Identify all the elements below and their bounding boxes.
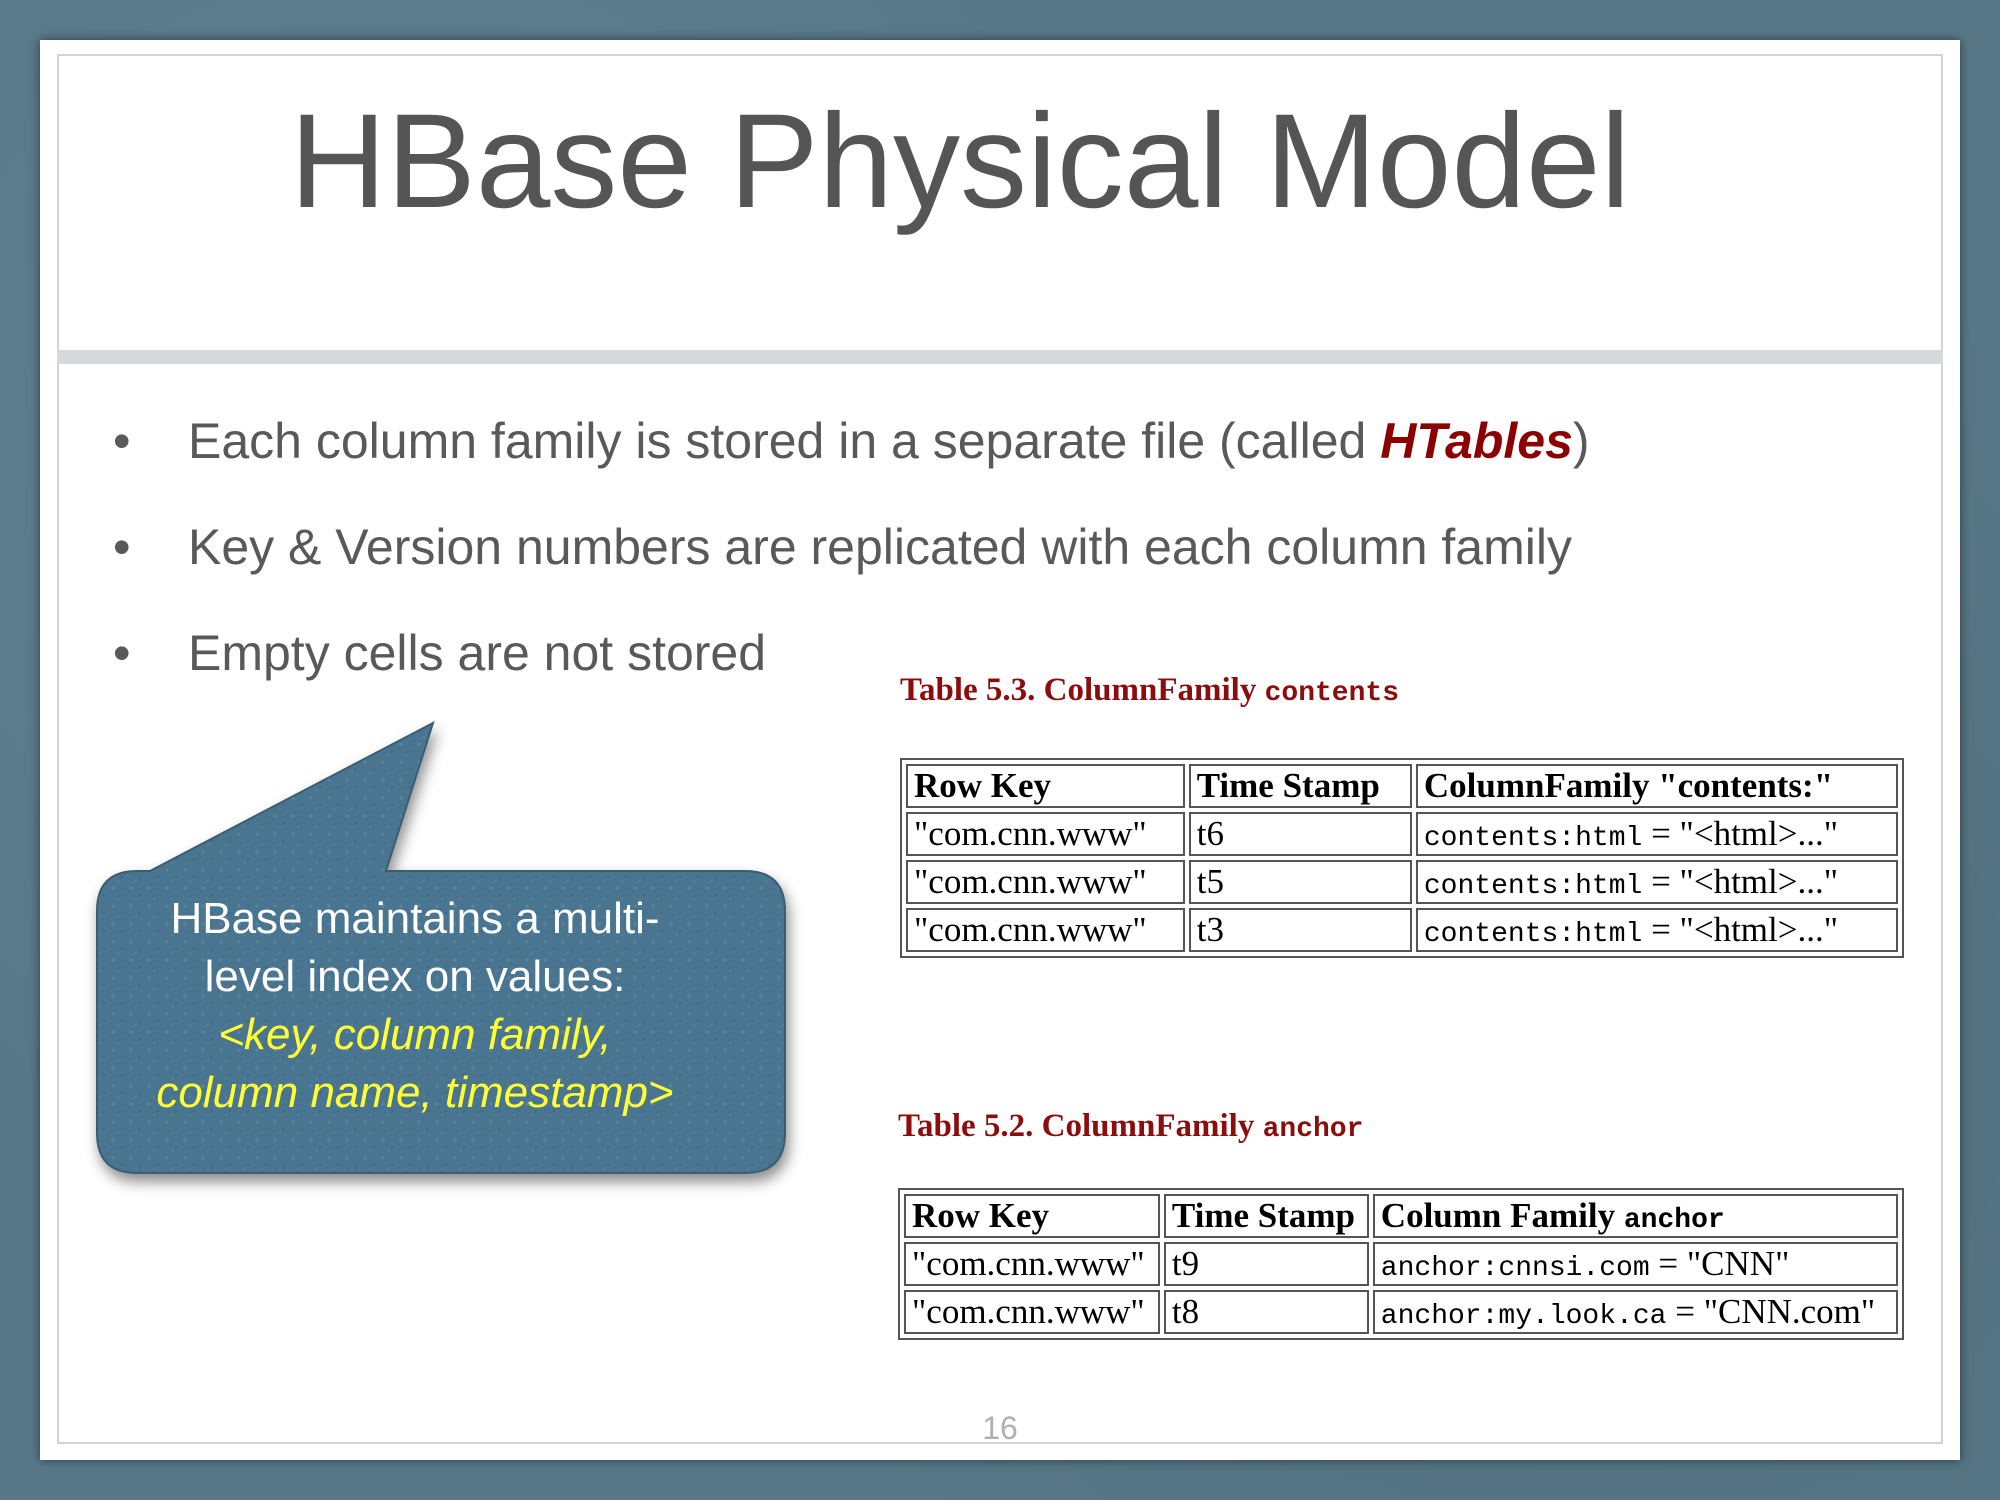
timestamp-cell: t9 [1164, 1242, 1369, 1286]
callout-highlight-line: column name, timestamp> [156, 1068, 674, 1117]
caption-text: Table 5.2. ColumnFamily [898, 1108, 1255, 1144]
bullet-text-part: ) [1572, 413, 1590, 469]
header-cell: Time Stamp [1189, 764, 1412, 808]
column-name: anchor:cnnsi.com [1380, 1253, 1650, 1284]
table-contents-caption [900, 672, 1399, 709]
header-cell: ColumnFamily "contents:" [1416, 764, 1898, 808]
table-row [904, 1242, 1898, 1286]
timestamp-cell: t8 [1164, 1290, 1369, 1334]
table-anchor [898, 1188, 1904, 1340]
header-cell: Row Key [904, 1194, 1160, 1238]
bullet-text-part: Each column family is stored in a separate file (called [188, 413, 1381, 469]
header-cell: Row Key [906, 764, 1185, 808]
header-text: Column Family [1380, 1196, 1616, 1235]
column-name: anchor:my.look.ca [1380, 1301, 1667, 1332]
column-name: contents:html [1423, 871, 1643, 902]
bullet-text: Empty cells are not stored [188, 625, 767, 681]
caption-mono-text: contents [1264, 678, 1400, 709]
column-name: contents:html [1423, 823, 1643, 854]
bullet-dot: • [113, 413, 131, 469]
value-cell [1416, 812, 1898, 856]
bullet-text [188, 412, 1590, 470]
caption-text: Table 5.3. ColumnFamily [900, 672, 1257, 708]
row-key-cell: "com.cnn.www" [906, 812, 1185, 856]
cell-value: = "<html>..." [1642, 910, 1839, 949]
header-cell [1373, 1194, 1898, 1238]
table-header-row [906, 764, 1898, 808]
table-row [904, 1290, 1898, 1334]
cell-value: = "CNN.com" [1666, 1292, 1876, 1331]
table-contents [900, 758, 1904, 958]
cell-value: = "<html>..." [1642, 814, 1839, 853]
callout-line: HBase maintains a multi- [170, 894, 660, 943]
bullet-text: Key & Version numbers are replicated with each column family [188, 519, 1572, 575]
row-key-cell: "com.cnn.www" [904, 1290, 1160, 1334]
table-row [906, 812, 1898, 856]
header-mono-text: anchor [1623, 1205, 1725, 1236]
page-number: 16 [982, 1410, 1018, 1446]
bullet-dot: • [113, 625, 131, 681]
table-row [906, 860, 1898, 904]
value-cell [1373, 1290, 1898, 1334]
value-cell [1416, 908, 1898, 952]
row-key-cell: "com.cnn.www" [906, 860, 1185, 904]
cell-value: = "CNN" [1649, 1244, 1790, 1283]
callout-line: level index on values: [204, 952, 626, 1001]
callout-highlight-line: <key, column family, [218, 1010, 612, 1059]
value-cell [1416, 860, 1898, 904]
cell-value: = "<html>..." [1642, 862, 1839, 901]
callout-text [95, 890, 735, 1122]
slide-title: HBase Physical Model [289, 87, 1631, 236]
timestamp-cell: t6 [1189, 812, 1412, 856]
title-divider [57, 350, 1943, 364]
column-name: contents:html [1423, 919, 1643, 950]
row-key-cell: "com.cnn.www" [906, 908, 1185, 952]
value-cell [1373, 1242, 1898, 1286]
table-header-row [904, 1194, 1898, 1238]
table-row [906, 908, 1898, 952]
htables-emphasis: HTables [1380, 413, 1573, 469]
bullet-dot: • [113, 519, 131, 575]
table-anchor-caption [898, 1108, 1363, 1145]
header-cell: Time Stamp [1164, 1194, 1369, 1238]
timestamp-cell: t3 [1189, 908, 1412, 952]
row-key-cell: "com.cnn.www" [904, 1242, 1160, 1286]
caption-mono-text: anchor [1262, 1114, 1364, 1145]
timestamp-cell: t5 [1189, 860, 1412, 904]
